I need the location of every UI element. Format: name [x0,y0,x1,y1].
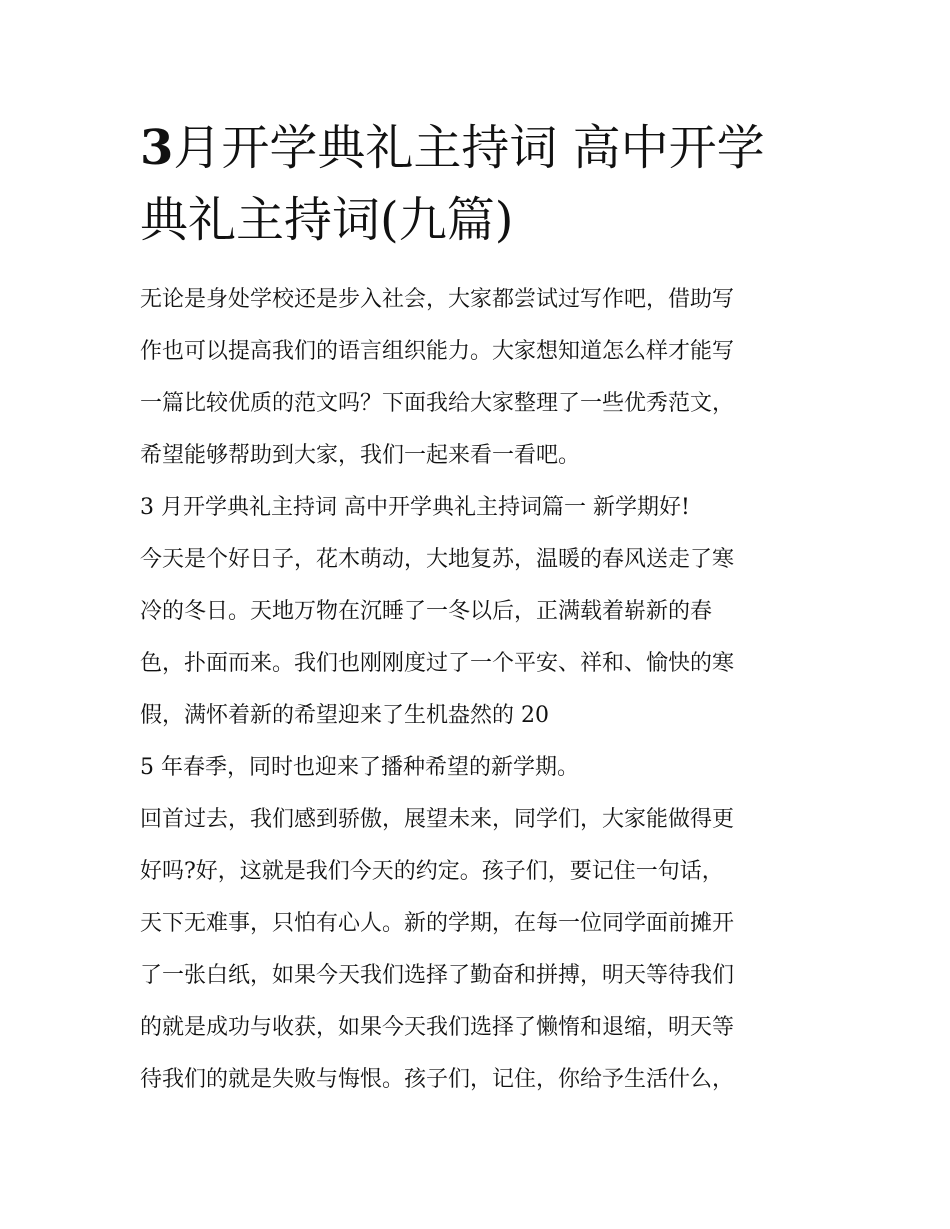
title-line-2: 典礼主持词(九篇) [140,192,514,248]
body-line: 色，扑面而来。我们也刚刚度过了一个平安、祥和、愉快的寒 [140,651,735,676]
title-line-1-text: 月开学典礼主持词 高中开学 [173,120,765,176]
document-body [140,274,812,1106]
body-line: 待我们的就是失败与悔恨。孩子们，记住，你给予生活什么， [140,1067,735,1092]
document-page [140,112,812,1106]
title-line-1 [140,120,765,176]
document-title [140,112,812,256]
body-line: 今天是个好日子，花木萌动，大地复苏，温暖的春风送走了寒 [140,547,735,572]
body-line: 回首过去，我们感到骄傲，展望未来，同学们，大家能做得更 [140,807,735,832]
body-line: 好吗?好，这就是我们今天的约定。孩子们，要记住一句话， [140,859,724,884]
body-line: 天下无难事，只怕有心人。新的学期，在每一位同学面前摊开 [140,911,735,936]
body-line: 5 年春季，同时也迎来了播种希望的新学期。 [140,755,579,780]
title-number: 3 [140,120,174,176]
body-line: 冷的冬日。天地万物在沉睡了一冬以后，正满载着崭新的春 [140,599,713,624]
body-line: 了一张白纸，如果今天我们选择了勤奋和拼搏，明天等待我们 [140,963,735,988]
body-line: 的就是成功与收获，如果今天我们选择了懒惰和退缩，明天等 [140,1015,735,1040]
body-line: 作也可以提高我们的语言组织能力。大家想知道怎么样才能写 [140,339,735,364]
body-line: 希望能够帮助到大家，我们一起来看一看吧。 [140,443,581,468]
body-line: 假，满怀着新的希望迎来了生机盎然的 20 [140,703,549,728]
body-line: 无论是身处学校还是步入社会，大家都尝试过写作吧，借助写 [140,287,735,312]
body-line: 一篇比较优质的范文吗？下面我给大家整理了一些优秀范文， [140,391,735,416]
section-heading-line: 3 月开学典礼主持词 高中开学典礼主持词篇一 新学期好! [140,495,690,520]
